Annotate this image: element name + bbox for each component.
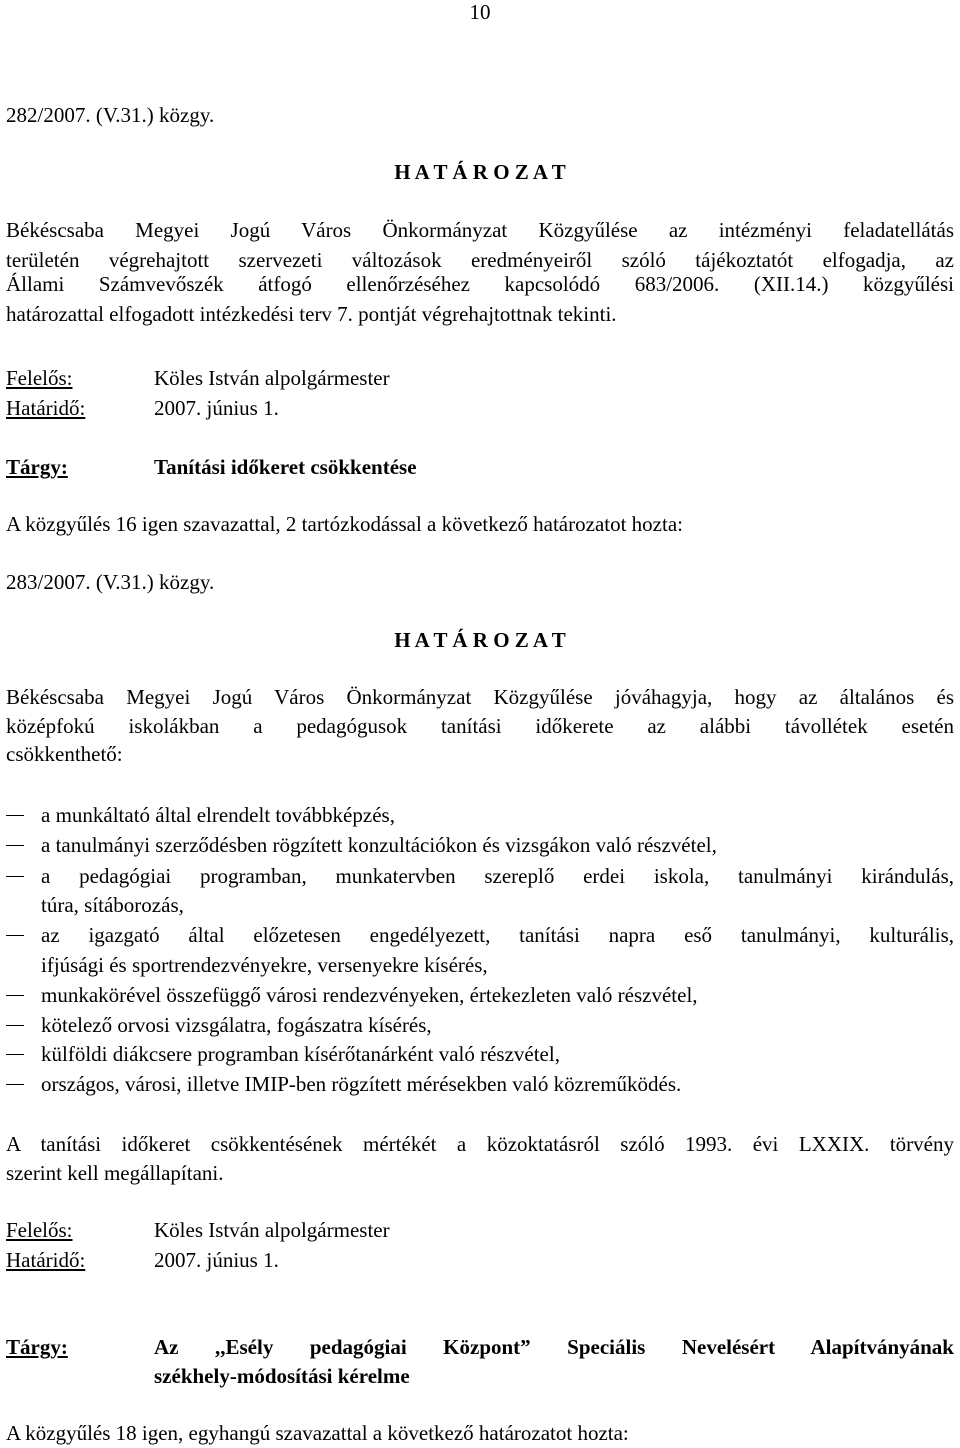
felelos-label: Felelős: xyxy=(6,1218,73,1242)
hatarido-label: Határidő: xyxy=(6,1248,86,1272)
intro-line: csökkenthető: xyxy=(6,742,123,766)
felelos-row xyxy=(6,1218,390,1243)
list-item: külföldi diákcsere programban kísérőtanárként való részvétel, xyxy=(41,1042,560,1066)
list-item: a munkáltató által elrendelt továbbképzés, xyxy=(41,803,395,827)
felelos-value: Köles István alpolgármester xyxy=(154,1218,390,1242)
targy-label: Tárgy: xyxy=(6,1335,68,1359)
dash-bullet xyxy=(6,995,24,996)
targy-title-line: székhely-módosítási kérelme xyxy=(154,1364,410,1388)
felelos-value: Köles István alpolgármester xyxy=(154,366,390,390)
closing-line: szerint kell megállapítani. xyxy=(6,1161,224,1185)
targy-title: Tanítási időkeret csökkentése xyxy=(154,455,417,479)
body-line: Békéscsaba Megyei Jogú Város Önkormányzat Közgyűlése az intézményi feladatellátás xyxy=(6,218,954,242)
list-item: munkakörével összefüggő városi rendezvényeken, értekezleten való részvétel, xyxy=(41,983,698,1007)
dash-bullet xyxy=(6,1054,24,1055)
hatarido-row xyxy=(6,396,279,421)
dash-bullet xyxy=(6,815,24,816)
vote-text: A közgyűlés 16 igen szavazattal, 2 tartózkodással a következő határozatot hozta: xyxy=(6,512,683,536)
resolution-ref: 283/2007. (V.31.) közgy. xyxy=(6,570,215,594)
list-item: a pedagógiai programban, munkatervben szereplő erdei iskola, tanulmányi kirándulás, xyxy=(41,864,954,888)
list-item: kötelező orvosi vizsgálatra, fogászatra kísérés, xyxy=(41,1013,432,1037)
hatarido-value: 2007. június 1. xyxy=(154,1248,279,1272)
list-item-continuation: túra, sítáborozás, xyxy=(41,893,184,917)
hatarido-label: Határidő: xyxy=(6,396,86,420)
closing-line: A tanítási időkeret csökkentésének mértékét a közoktatásról szóló 1993. évi LXXIX. törvény xyxy=(6,1132,954,1156)
list-item: a tanulmányi szerződésben rögzített konzultációkon és vizsgákon való részvétel, xyxy=(41,833,717,857)
dash-bullet xyxy=(6,845,24,846)
targy-row xyxy=(6,455,417,480)
dash-bullet xyxy=(6,1084,24,1085)
targy-label: Tárgy: xyxy=(6,455,68,479)
intro-line: Békéscsaba Megyei Jogú Város Önkormányzat Közgyűlése jóváhagyja, hogy az általános és xyxy=(6,685,954,709)
dash-bullet xyxy=(6,876,24,877)
list-item-continuation: ifjúsági és sportrendezvényekre, versenyekre kísérés, xyxy=(41,953,488,977)
body-line: területén végrehajtott szervezeti változások eredményeiről szóló tájékoztatót elfogadja, az xyxy=(6,248,954,272)
list-item: országos, városi, illetve IMIP-ben rögzített mérésekben való közreműködés. xyxy=(41,1072,682,1096)
page-number: 10 xyxy=(469,0,491,24)
felelos-row xyxy=(6,366,390,391)
dash-bullet xyxy=(6,935,24,936)
list-item: az igazgató által előzetesen engedélyezett, tanítási napra eső tanulmányi, kulturális, xyxy=(41,923,954,947)
body-line: határozattal elfogadott intézkedési terv 7. pontját végrehajtottnak tekinti. xyxy=(6,302,617,326)
resolution-heading: H A T Á R O Z A T xyxy=(394,628,566,652)
dash-bullet xyxy=(6,1025,24,1026)
intro-line: középfokú iskolákban a pedagógusok tanítási időkerete az alábbi távollétek esetén xyxy=(6,714,954,738)
hatarido-value: 2007. június 1. xyxy=(154,396,279,420)
resolution-ref: 282/2007. (V.31.) közgy. xyxy=(6,103,215,127)
targy-title-line: Az ,,Esély pedagógiai Központ” Speciális Nevelésért Alapítványának xyxy=(154,1335,954,1359)
body-line: Állami Számvevőszék átfogó ellenőrzéséhez kapcsolódó 683/2006. (XII.14.) közgyűlési xyxy=(6,272,954,296)
vote-text: A közgyűlés 18 igen, egyhangú szavazattal a következő határozatot hozta: xyxy=(6,1421,629,1445)
resolution-heading: H A T Á R O Z A T xyxy=(394,160,566,184)
hatarido-row xyxy=(6,1248,279,1273)
felelos-label: Felelős: xyxy=(6,366,73,390)
